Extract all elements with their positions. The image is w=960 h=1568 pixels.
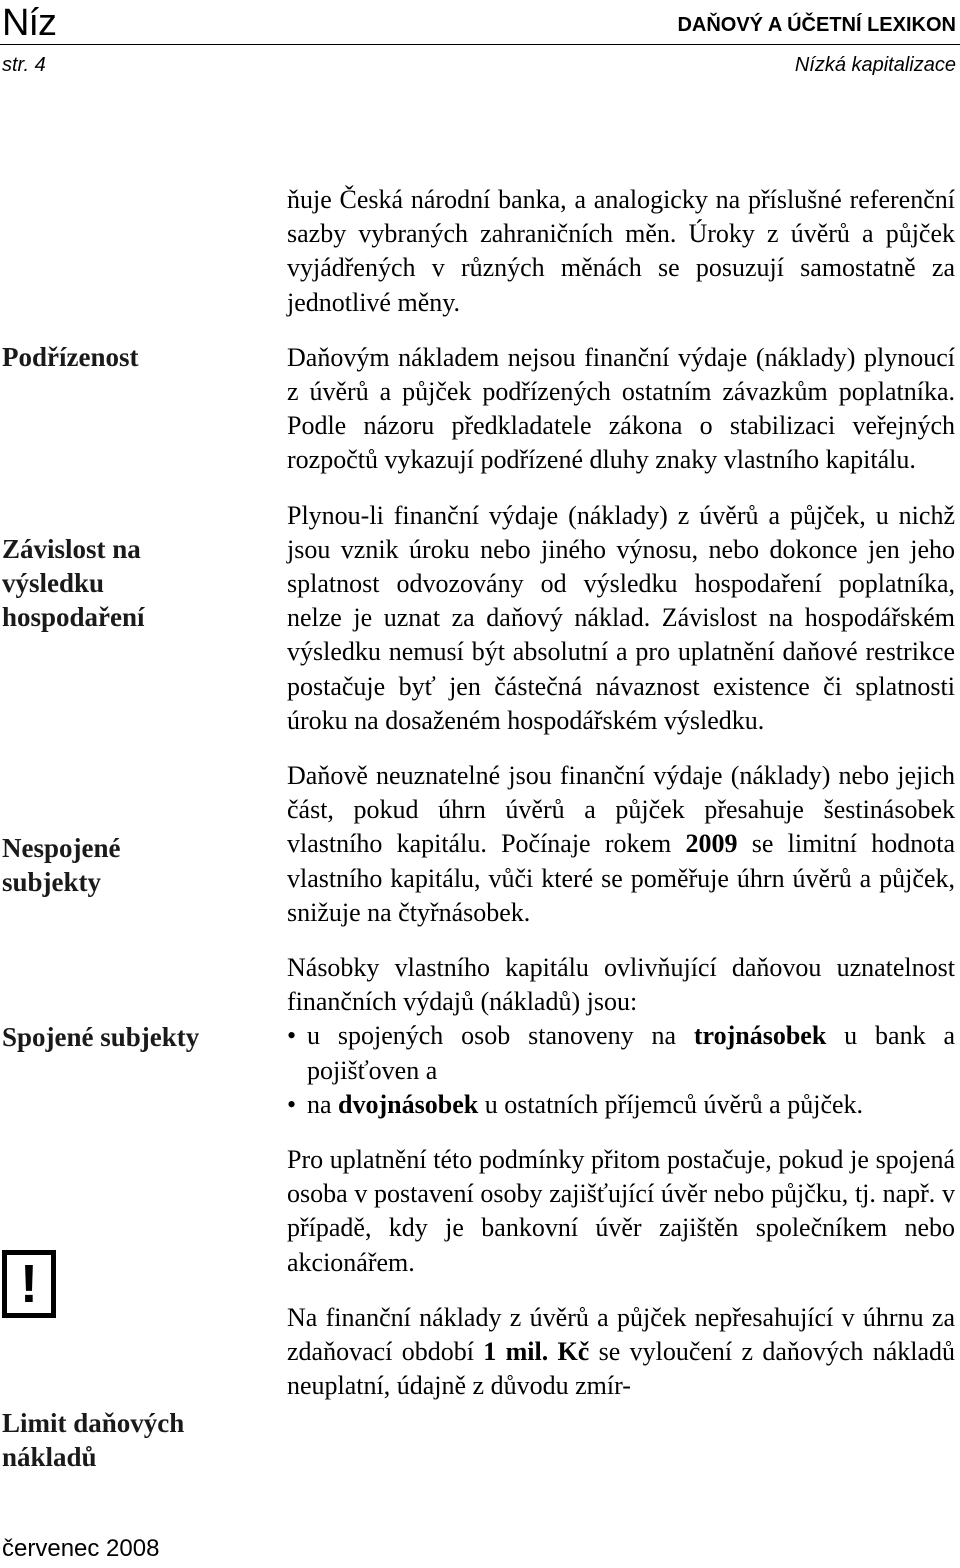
list-item-triple-text-a: u spojených osob stanoveny na — [307, 1021, 694, 1051]
paragraph-threshold — [287, 1301, 955, 1404]
paragraph-multiples-intro: Násobky vlastního kapitálu ovlivňující daňovou uznatelnost finančních výdajů (nákladů) jsou: — [287, 953, 955, 1017]
margin-note-subordination-text: Podřízenost — [2, 342, 139, 372]
section-tag: Níz — [2, 2, 56, 44]
paragraph-subordination: Daňovým nákladem nejsou finanční výdaje (náklady) plynoucí z úvěrů a půjček podřízených ostatním závazkům poplatníka. Podle názoru předkladatele zákona o stabilizaci veřejných rozpočtů vykazují podřízené dluhy znaky vlastního kapitálu. — [287, 342, 955, 475]
list-item-triple-text-b: u bank a pojišťoven a — [307, 1021, 955, 1085]
paragraph-threshold-text-a: Na finanční náklady z úvěrů a půjček nepřesahující v úhrnu za zdaňovací období — [287, 1302, 955, 1367]
paragraph-equity-multiple-text-b: se limitní hodnota vlastního kapitálu, vůči které se poměřuje úhrn úvěrů a půjček, snižuje na čtyřnásobek. — [287, 829, 956, 927]
multiples-list — [287, 1019, 955, 1122]
threshold-amount: 1 mil. — [483, 1337, 549, 1367]
margin-note-limit-line2: nákladů — [2, 1442, 97, 1472]
margin-note-subordination — [2, 340, 252, 374]
lexicon-title: DAŇOVÝ A ÚČETNÍ LEXIKON — [677, 14, 956, 36]
page-number: str. 4 — [2, 54, 46, 76]
paragraph-equity-multiple — [287, 759, 955, 930]
header-rule — [0, 44, 960, 45]
paragraph-equity-multiple-text-a: Daňově neuznatelné jsou finanční výdaje (náklady) nebo jejich část, pokud úhrn úvěrů a půjček přesahuje šestinásobek vlastního kapitálu. Počínaje rokem — [287, 761, 955, 859]
margin-note-unrelated-line2: subjekty — [2, 867, 102, 897]
header-topic: Nízká kapitalizace — [794, 54, 956, 76]
list-item-triple — [287, 1019, 955, 1087]
exclamation-icon: ! — [20, 1254, 38, 1314]
main-text-column — [287, 183, 955, 1425]
paragraph-guarantor: Pro uplatnění této podmínky přitom postačuje, pokud je spojená osoba v postavení osoby zajišťující úvěr nebo půjčku, tj. např. v případě, kdy je bankovní úvěr zajištěn společníkem nebo akcionářem. — [287, 1145, 955, 1277]
margin-note-limit-line1: Limit daňových — [2, 1408, 185, 1438]
margin-note-unrelated — [2, 831, 252, 899]
margin-note-dependency — [2, 532, 252, 634]
margin-note-related — [2, 1020, 252, 1054]
margin-note-dependency-line2: výsledku — [2, 568, 105, 598]
list-item-double-bold: dvojnásobek — [338, 1089, 479, 1119]
threshold-currency: Kč — [557, 1337, 590, 1367]
list-item-double — [287, 1088, 955, 1122]
paragraph-threshold-text-b: se vyloučení z daňových nákladů neuplatní, údajně z důvodu zmír- — [287, 1337, 956, 1401]
list-item-double-text-b: u ostatních příjemců úvěrů a půjček. — [478, 1089, 864, 1119]
list-item-double-text-a: na — [307, 1089, 339, 1119]
margin-note-unrelated-line1: Nespojené — [2, 833, 121, 863]
threshold-space — [548, 1337, 557, 1366]
margin-note-dependency-line1: Závislost na — [2, 534, 141, 564]
margin-note-dependency-line3: hospodaření — [2, 602, 145, 632]
header-left — [2, 0, 56, 78]
margin-note-related-text: Spojené subjekty — [2, 1022, 200, 1052]
footer-date: červenec 2008 — [2, 1535, 160, 1562]
warning-icon — [2, 1250, 56, 1318]
year-2009: 2009 — [685, 829, 738, 859]
paragraph-reference-rates: ňuje Česká národní banka, a analogicky na příslušné referenční sazby vybraných zahraničních měn. Úroky z úvěrů a půjček vyjádřených v různých měnách se posuzují samostatně za jednotlivé měny. — [287, 185, 955, 317]
paragraph-profit-dependency: Plynou-li finanční výdaje (náklady) z úvěrů a půjček, u nichž jsou vznik úroku nebo jiného výnosu, nebo dokonce jen jeho splatnost odvozovány od výsledku hospodaření poplatníka, nelze je uznat za daňový náklad. Závislost na hospodářském výsledku nemusí být absolutní a pro uplatnění daňové restrikce postačuje byť jen částečná návaznost existence či splatnosti úroku na dosaženém hospodářském výsledku. — [287, 500, 955, 735]
margin-note-limit — [2, 1406, 252, 1474]
list-item-triple-bold: trojnásobek — [693, 1021, 827, 1051]
header-right — [677, 12, 956, 78]
